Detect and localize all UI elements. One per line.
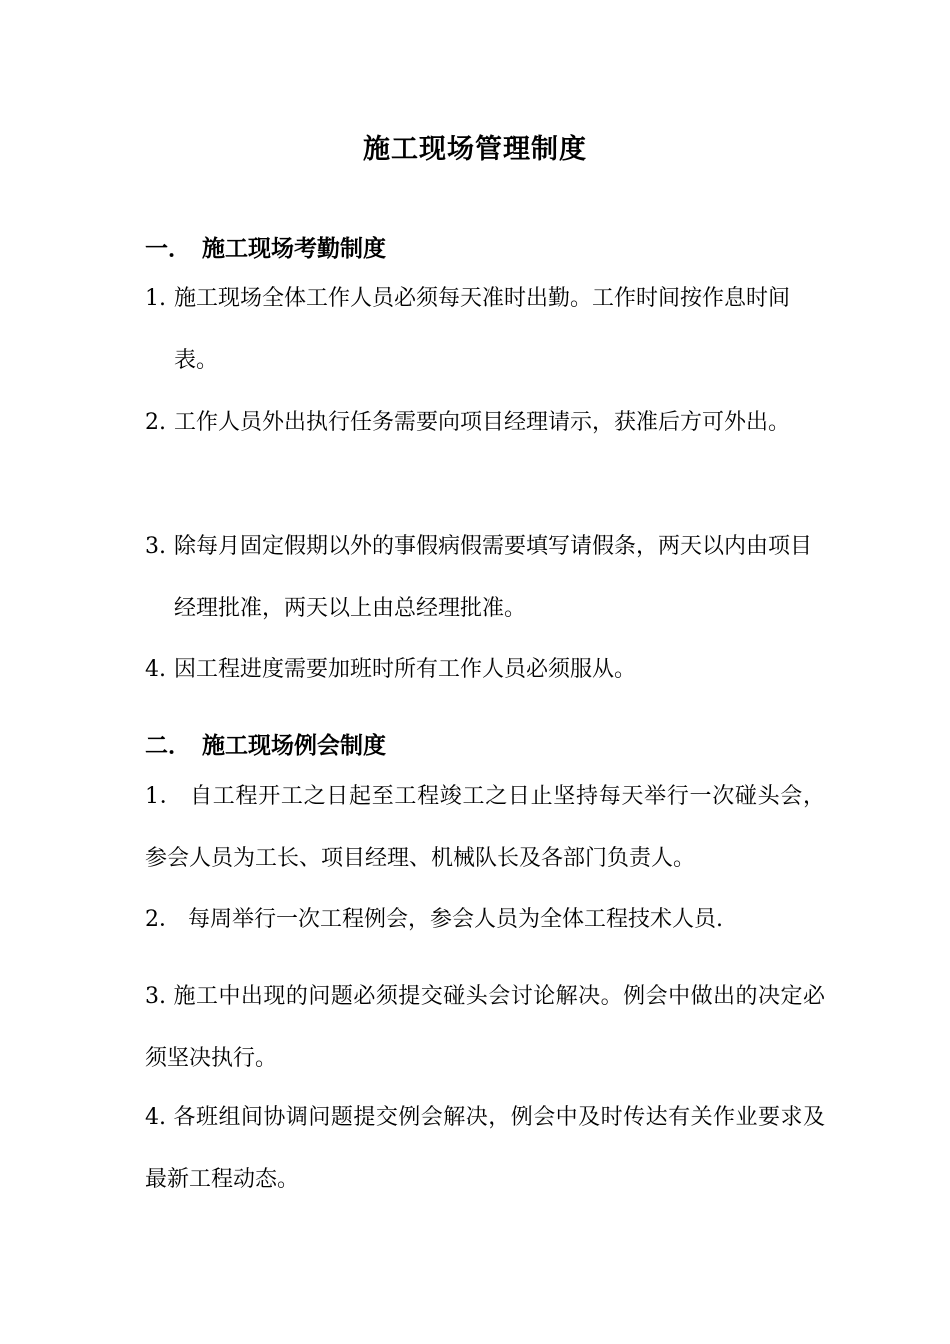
item-number: 2. — [145, 410, 166, 435]
list-item — [145, 392, 825, 454]
item-text: 每周举行一次工程例会，参会人员为全体工程技术人员. — [188, 907, 723, 932]
list-item — [145, 966, 825, 1090]
item-text: 除每月固定假期以外的事假病假需要填写请假条，两天以内由项目经理批准，两天以上由总经理批准。 — [174, 534, 813, 621]
section-number: 一． — [145, 235, 191, 262]
section-heading-attendance — [145, 229, 386, 269]
list-item — [145, 516, 825, 640]
document-title: 施工现场管理制度 — [363, 134, 587, 165]
list-item — [145, 639, 825, 701]
section-heading-meeting — [145, 726, 386, 766]
item-number: 1． — [145, 784, 183, 809]
list-item — [145, 766, 825, 890]
item-number: 1. — [145, 286, 166, 311]
item-text: 自工程开工之日起至工程竣工之日止坚持每天举行一次碰头会，参会人员为工长、项目经理、机械队长及各部门负责人。 — [145, 784, 825, 871]
list-item — [145, 889, 825, 951]
item-text: 施工中出现的问题必须提交碰头会讨论解决。例会中做出的决定必须坚决执行。 — [145, 984, 825, 1071]
section-number: 二． — [145, 732, 191, 759]
item-text: 工作人员外出执行任务需要向项目经理请示，获准后方可外出。 — [174, 410, 791, 435]
item-text: 施工现场全体工作人员必须每天准时出勤。工作时间按作息时间表。 — [174, 286, 791, 373]
item-number: 2． — [145, 907, 181, 932]
item-text: 因工程进度需要加班时所有工作人员必须服从。 — [174, 657, 637, 682]
item-number: 4. — [145, 657, 166, 682]
item-number: 4. — [145, 1105, 166, 1130]
item-number: 3. — [145, 534, 166, 559]
list-item — [145, 1087, 825, 1211]
list-item — [145, 268, 825, 392]
item-number: 3. — [145, 984, 166, 1009]
item-text: 各班组间协调问题提交例会解决，例会中及时传达有关作业要求及最新工程动态。 — [145, 1105, 825, 1192]
section-title: 施工现场考勤制度 — [202, 235, 386, 262]
section-title: 施工现场例会制度 — [202, 732, 386, 759]
